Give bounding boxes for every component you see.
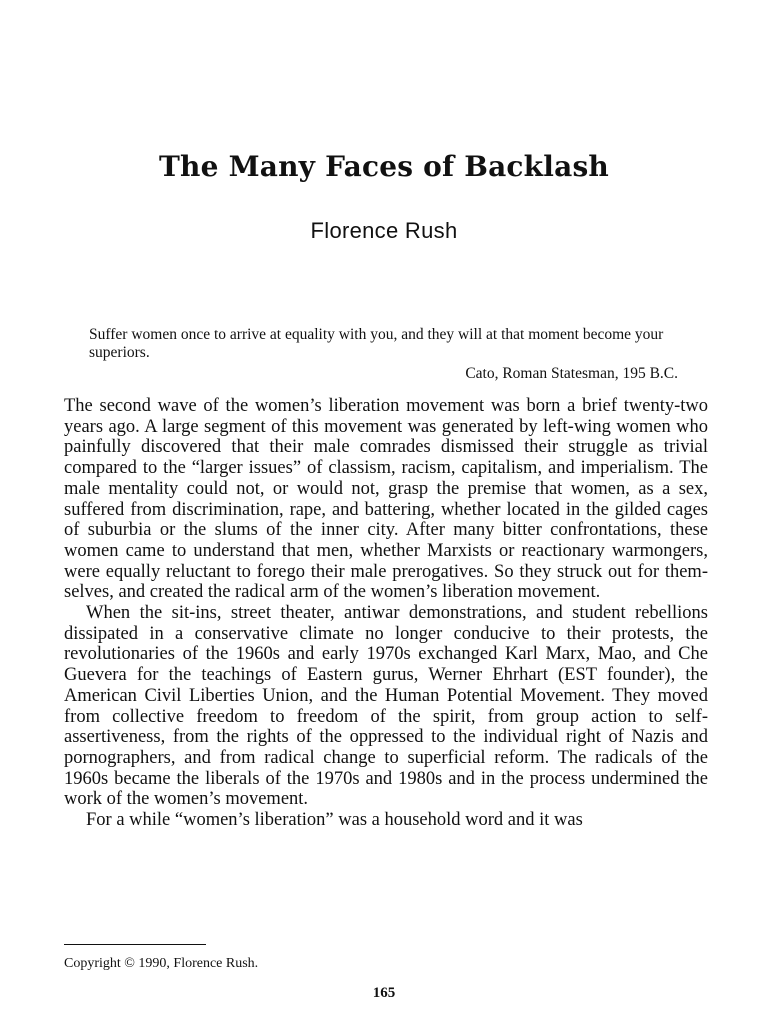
article-author: Florence Rush [310, 218, 458, 243]
body-text [64, 396, 708, 831]
epigraph-attribution: Cato, Roman Statesman, 195 B.C. [465, 365, 678, 382]
body-paragraph: For a while “women’s liberation” was a household word and it was [86, 810, 583, 831]
copyright-footnote: Copyright © 1990, Florence Rush. [64, 956, 259, 971]
footnote-divider [64, 944, 206, 945]
epigraph [89, 326, 689, 383]
body-paragraph: When the sit-ins, street theater, antiwar demonstrations, and student rebellions dissipated in a conservative climate no longer conducive to their protests, the revolutionaries of the 1960s and early 1970s exchanged Karl Marx, Mao, and Che Guevera for the teachings of Eastern gurus, Werner Ehrhart (EST founder), the American Civil Liberties Union, and the Human Potential Movement. They moved from collective freedom to freedom of the spirit, from group action to self-assertiveness, from the rights of the oppressed to the individual right of Nazis and pornographers, and from radical change to superficial reform. The radicals of the 1960s became the liberals of the 1970s and 1980s and in the process undermined the work of the women’s movement. [64, 603, 708, 810]
page-number: 165 [372, 985, 396, 1001]
article-title: The Many Faces of Backlash [159, 150, 609, 183]
epigraph-quote: Suffer women once to arrive at equality with you, and they will at that moment become your superiors. [89, 326, 664, 361]
body-paragraph: The second wave of the women’s liberation movement was born a brief twenty-two years ago. A large segment of this movement was generated by left-wing women who painfully discovered that their male comrades dismissed their struggle as trivial compared to the “larger issues” of classism, racism, capitalism, and imperialism. The male mentality could not, or would not, grasp the premise that women, as a sex, suffered from discrimination, rape, and battering, whether located in the gilded cages of suburbia or the slums of the inner city. After many bitter confrontations, these women came to understand that men, whether Marxists or reactionary warmongers, were equally reluctant to forego their male prerogatives. So they struck out for themselves, and created the radical arm of the women’s liberation movement. [64, 396, 708, 603]
